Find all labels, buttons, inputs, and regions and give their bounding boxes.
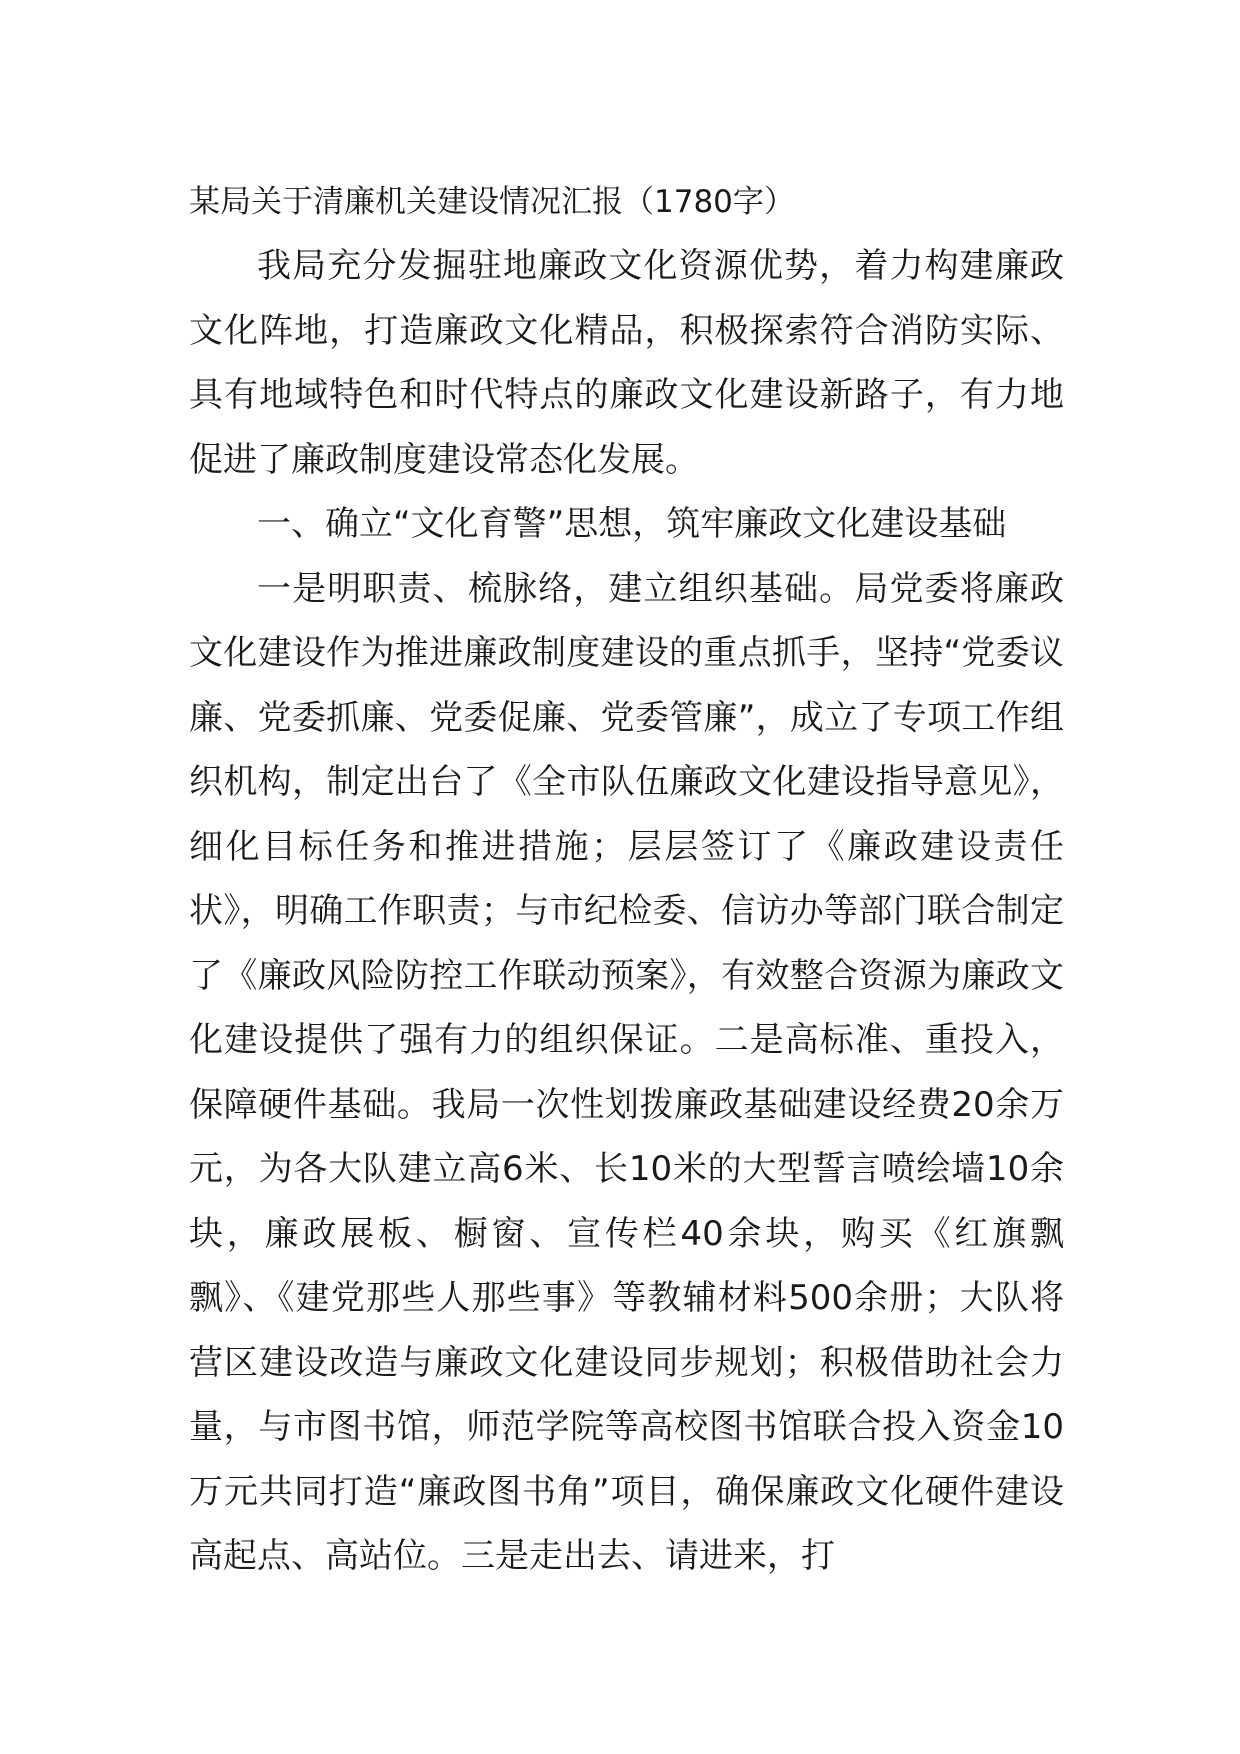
intro-paragraph: 我局充分发掘驻地廉政文化资源优势，着力构建廉政文化阵地，打造廉政文化精品，积极探索符合消防实际、具有地域特色和时代特点的廉政文化建设新路子，有力地促进了廉政制度建设常态化发展。 [189, 246, 1064, 480]
document-title: 某局关于清廉机关建设情况汇报（1780字） [189, 184, 795, 220]
document-body [189, 170, 1064, 1589]
section-heading: 一、确立“文化育警”思想，筑牢廉政文化建设基础 [257, 504, 1007, 544]
section-body-paragraph: 一是明职责、梳脉络，建立组织基础。局党委将廉政文化建设作为推进廉政制度建设的重点抓手，坚持“党委议廉、党委抓廉、党委促廉、党委管廉”，成立了专项工作组织机构，制定出台了《全市队伍廉政文化建设指导意见》，细化目标任务和推进措施；层层签订了《廉政建设责任状》，明确工作职责；与市纪检委、信访办等部门联合制定了《廉政风险防控工作联动预案》，有效整合资源为廉政文化建设提供了强有力的组织保证。二是高标准、重投入，保障硬件基础。我局一次性划拨廉政基础建设经费20余万元，为各大队建立高6米、长10米的大型誓言喷绘墙10余块，廉政展板、橱窗、宣传栏40余块，购买《红旗飘飘》、《建党那些人那些事》等教辅材料500余册；大队将营区建设改造与廉政文化建设同步规划；积极借助社会力量，与市图书馆，师范学院等高校图书馆联合投入资金10万元共同打造“廉政图书角”项目，确保廉政文化硬件建设高起点、高站位。三是走出去、请进来，打 [189, 568, 1064, 1576]
